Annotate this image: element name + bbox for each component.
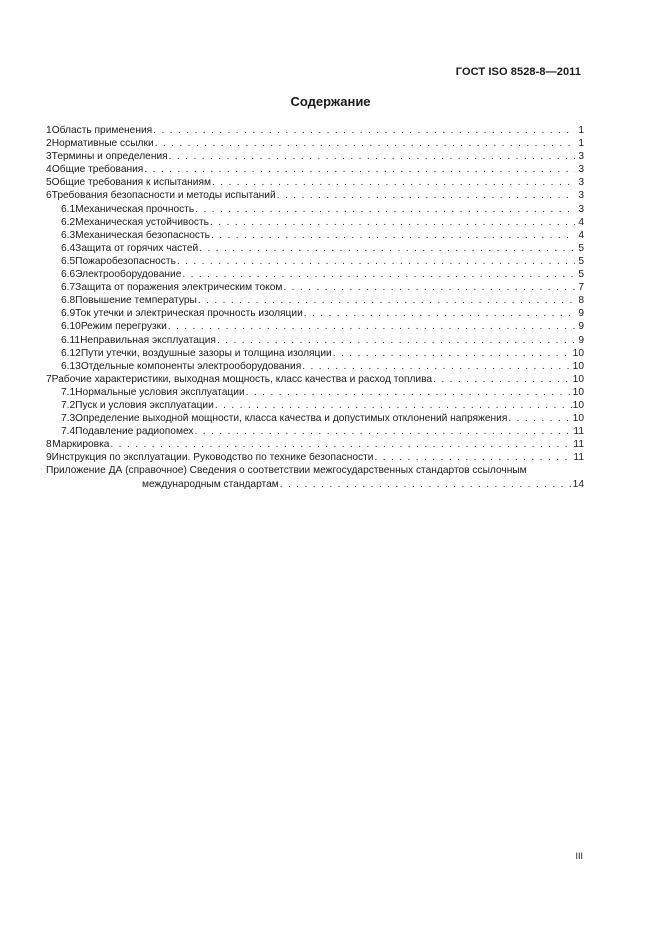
toc-leader <box>211 229 575 242</box>
toc-page: 10 <box>572 413 584 425</box>
toc-page: 3 <box>578 151 584 163</box>
toc-number: 6.9 <box>61 308 76 320</box>
toc-appendix-continuation[interactable] <box>46 478 584 491</box>
page-number: III <box>575 851 583 861</box>
toc-label: Область применения <box>51 125 153 136</box>
toc-entry[interactable] <box>46 229 584 242</box>
toc-leader <box>433 373 572 386</box>
toc-number: 6.7 <box>61 282 76 294</box>
toc-page: 9 <box>578 308 584 320</box>
toc-label: Нормальные условия эксплуатации <box>75 386 245 398</box>
toc-leader <box>246 386 572 399</box>
toc-number: 6.13 <box>61 360 81 372</box>
toc-entry[interactable] <box>46 137 584 150</box>
toc-entry[interactable] <box>46 203 584 216</box>
toc-label: Термины и определения <box>51 151 168 163</box>
toc-entry[interactable] <box>46 281 584 294</box>
toc-entry[interactable] <box>46 347 584 360</box>
page-title: Содержание <box>290 94 371 109</box>
toc-label: Механическая безопасность <box>75 229 210 241</box>
toc-label: Ток утечки и электрическая прочность изоляции <box>75 308 303 320</box>
toc-page: 10 <box>572 373 584 385</box>
toc-number: 1 <box>46 125 52 136</box>
toc-entry[interactable] <box>46 216 584 229</box>
toc-leader <box>195 203 575 216</box>
toc-page: 11 <box>573 439 584 451</box>
toc-entry[interactable] <box>46 451 584 464</box>
toc-leader <box>277 189 575 202</box>
toc-page: 5 <box>578 242 584 254</box>
toc-entry[interactable] <box>46 294 584 307</box>
toc-page: 5 <box>578 255 584 267</box>
toc-leader <box>177 255 575 268</box>
toc-page: 10 <box>572 360 584 372</box>
toc-appendix-heading[interactable] <box>46 464 584 477</box>
toc-page: 10 <box>572 347 584 359</box>
toc-entry[interactable] <box>46 412 584 425</box>
toc-leader <box>198 294 575 307</box>
toc-entry[interactable] <box>46 268 584 281</box>
toc-leader <box>280 478 572 491</box>
toc-page: 4 <box>578 216 584 228</box>
toc-entry[interactable] <box>46 163 584 176</box>
toc-leader <box>182 268 575 281</box>
toc-entry[interactable] <box>46 255 584 268</box>
toc-leader <box>333 347 572 360</box>
toc-label: Пути утечки, воздушные зазоры и толщина изоляции <box>80 347 332 359</box>
toc-label: Требования безопасности и методы испытаний <box>51 190 276 202</box>
toc-entry[interactable] <box>46 150 584 163</box>
toc-number: 2 <box>46 138 52 150</box>
toc-page: 8 <box>578 295 584 307</box>
toc-label: Защита от горячих частей <box>75 242 199 254</box>
toc-page: 3 <box>578 190 584 202</box>
toc-leader <box>302 360 571 373</box>
toc-page: 11 <box>573 452 584 464</box>
toc-entry[interactable] <box>46 360 584 373</box>
toc-leader <box>155 137 575 150</box>
toc-leader <box>374 451 572 464</box>
toc-label: Отдельные компоненты электрооборудования <box>80 360 302 372</box>
toc-entry[interactable] <box>46 373 584 386</box>
toc-page: 11 <box>573 426 584 438</box>
toc-entry[interactable] <box>46 386 584 399</box>
toc-leader <box>283 281 575 294</box>
toc-page: 4 <box>578 229 584 241</box>
toc-label: Защита от поражения электрическим током <box>75 282 283 294</box>
toc-label: Механическая прочность <box>75 203 195 215</box>
toc-leader <box>199 242 575 255</box>
toc-number: 6.11 <box>61 334 81 346</box>
toc-entry[interactable] <box>46 425 584 438</box>
toc-label: Режим перегрузки <box>80 321 167 333</box>
toc-number: 4 <box>46 164 52 176</box>
toc-entry[interactable] <box>46 399 584 412</box>
toc-number: 7.3 <box>61 413 76 425</box>
toc-label: Неправильная эксплуатация <box>80 334 216 346</box>
toc-number: 6.4 <box>61 242 76 254</box>
toc-number: 6.6 <box>61 269 76 281</box>
toc-label: Электрооборудование <box>75 269 182 281</box>
table-of-contents <box>46 124 584 491</box>
toc-leader <box>195 425 573 438</box>
toc-entry[interactable] <box>46 176 584 189</box>
toc-number: 7.1 <box>61 386 76 398</box>
toc-label: Пожаробезопасность <box>75 255 176 267</box>
toc-entry[interactable] <box>46 438 584 451</box>
toc-page: 9 <box>578 321 584 333</box>
toc-label: Механическая устойчивость <box>75 216 209 228</box>
toc-entry[interactable] <box>46 320 584 333</box>
toc-number: 6.10 <box>61 321 81 333</box>
toc-label: Нормативные ссылки <box>51 138 154 150</box>
toc-number: 6.8 <box>61 295 76 307</box>
toc-leader <box>212 176 575 189</box>
toc-label: Определение выходной мощности, класса качества и допустимых отклонений напряжения <box>75 413 508 425</box>
toc-label: Рабочие характеристики, выходная мощность, класс качества и расход топлива <box>51 373 433 385</box>
toc-leader <box>144 163 575 176</box>
toc-number: 7.2 <box>61 399 76 411</box>
toc-number: 6.2 <box>61 216 76 228</box>
toc-entry[interactable] <box>46 124 584 137</box>
toc-label: Повышение температуры <box>75 295 197 307</box>
toc-page: 14 <box>572 478 584 490</box>
toc-page: 10 <box>572 386 584 398</box>
toc-leader <box>304 307 575 320</box>
toc-number: 8 <box>46 439 52 451</box>
toc-number: 6.1 <box>61 203 76 215</box>
toc-appendix-label: Приложение ДА (справочное) Сведения о соответствии межгосударственных стандартов ссылочным <box>46 465 527 477</box>
toc-number: 6 <box>46 190 52 202</box>
toc-leader <box>508 412 571 425</box>
toc-page: 1 <box>578 138 584 150</box>
toc-leader <box>210 216 575 229</box>
toc-label: Пуск и условия эксплуатации <box>75 399 214 411</box>
toc-label: Общие требования к испытаниям <box>51 177 211 189</box>
toc-page: 10 <box>572 399 584 411</box>
toc-entry[interactable] <box>46 307 584 320</box>
toc-number: 7 <box>46 373 52 385</box>
toc-page: 9 <box>578 334 584 346</box>
toc-entry[interactable] <box>46 242 584 255</box>
toc-page: 1 <box>578 125 584 136</box>
toc-leader <box>217 334 575 347</box>
toc-number: 5 <box>46 177 52 189</box>
toc-number: 6.3 <box>61 229 76 241</box>
toc-entry[interactable] <box>46 334 584 347</box>
toc-leader <box>168 320 575 333</box>
toc-number: 6.5 <box>61 255 76 267</box>
toc-leader <box>169 150 575 163</box>
toc-label: Инструкция по эксплуатации. Руководство по технике безопасности <box>51 452 374 464</box>
toc-leader <box>110 438 572 451</box>
toc-page: 5 <box>578 269 584 281</box>
toc-number: 7.4 <box>61 426 76 438</box>
toc-label: Подавление радиопомех <box>75 426 194 438</box>
toc-number: 3 <box>46 151 52 163</box>
document-code: ГОСТ ISO 8528-8—2011 <box>455 66 581 78</box>
toc-page: 3 <box>578 203 584 215</box>
toc-label: Маркировка <box>52 439 110 451</box>
toc-number: 9 <box>46 452 52 464</box>
toc-entry[interactable] <box>46 189 584 202</box>
toc-page: 3 <box>578 164 584 176</box>
toc-leader <box>215 399 572 412</box>
toc-page: 7 <box>578 282 584 294</box>
toc-page: 3 <box>578 177 584 189</box>
toc-leader <box>153 124 575 137</box>
toc-appendix-label-cont: международным стандартам <box>142 478 279 490</box>
toc-label: Общие требования <box>51 164 144 176</box>
toc-number: 6.12 <box>61 347 81 359</box>
